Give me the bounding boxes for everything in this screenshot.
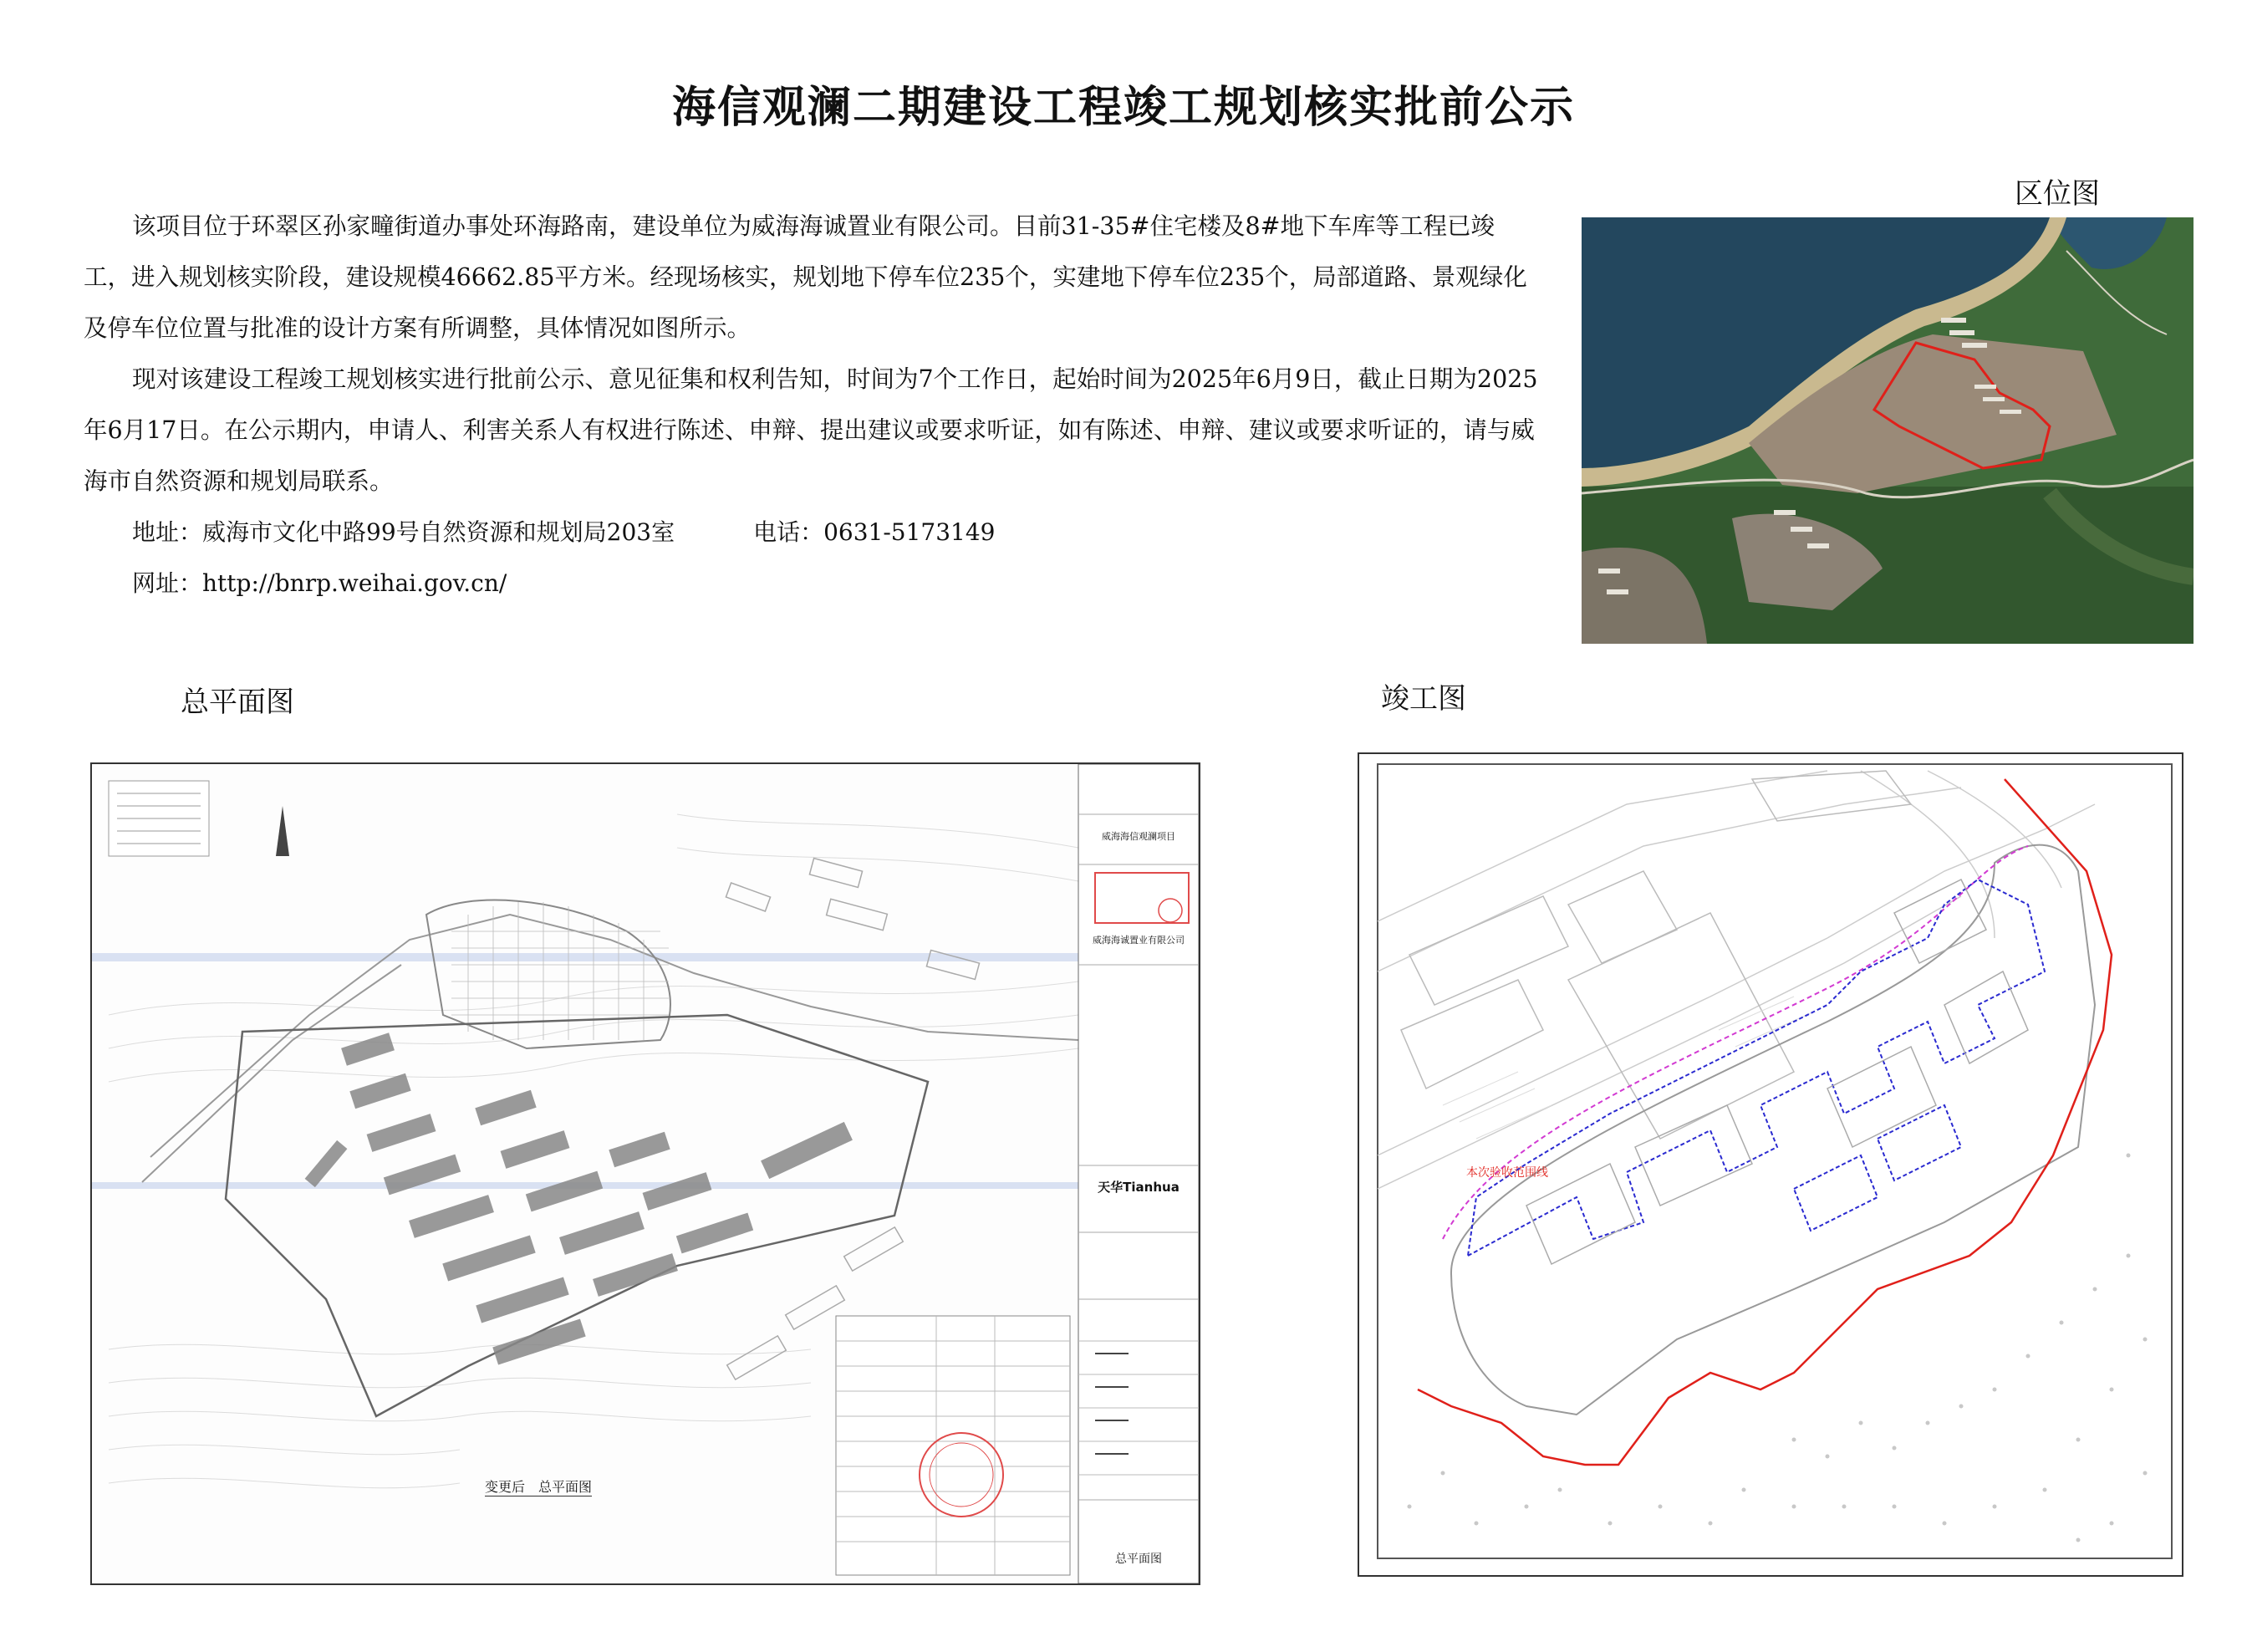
designer-logo: 天华Tianhua <box>1098 1180 1180 1195</box>
site-plan-caption: 变更后 总平面图 <box>485 1476 592 1496</box>
developer-text: 威海海诚置业有限公司 <box>1093 935 1185 946</box>
location-map-label: 区位图 <box>2015 177 2100 211</box>
site-plan-drawing <box>90 762 1200 1585</box>
address-text: 地址：威海市文化中路99号自然资源和规划局203室 <box>132 518 675 546</box>
contact-line <box>84 507 1538 558</box>
completion-plan-drawing <box>1358 752 2183 1577</box>
notice-paragraph-1: 该项目位于环翠区孙家疃街道办事处环海路南，建设单位为威海海诚置业有限公司。目前31-35#住宅楼及8#地下车库等工程已竣工，进入规划核实阶段，建设规模46662.85平方米。经现场核实，规划地下停车位235个，实建地下停车位235个，局部道路、景观绿化及停车位位置与批准的设计方案有所调整，具体情况如图所示。 <box>84 212 1527 342</box>
drawing-name-text: 总平面图 <box>1115 1553 1162 1566</box>
site-plan-svg <box>92 764 1199 1583</box>
satellite-image <box>1582 217 2194 644</box>
location-map <box>1582 217 2194 644</box>
phone-text: 电话：0631-5173149 <box>753 518 996 546</box>
website-text: 网址：http://bnrp.weihai.gov.cn/ <box>132 569 507 597</box>
project-name-text: 威海海信观澜项目 <box>1102 831 1175 842</box>
site-plan-label: 总平面图 <box>181 686 294 719</box>
notice-text <box>84 201 1538 609</box>
completion-plan-label: 竣工图 <box>1381 682 1466 716</box>
notice-paragraph-2: 现对该建设工程竣工规划核实进行批前公示、意见征集和权利告知，时间为7个工作日，起始时间为2025年6月9日，截止日期为2025年6月17日。在公示期内，申请人、利害关系人有权进行陈述、申辩、提出建议或要求听证，如有陈述、申辩、建议或要求听证的，请与威海市自然资源和规划局联系。 <box>84 365 1538 495</box>
red-boundary-note: 本次验收范围线 <box>1466 1166 1548 1180</box>
page-title: 海信观澜二期建设工程竣工规划核实批前公示 <box>671 83 1575 133</box>
